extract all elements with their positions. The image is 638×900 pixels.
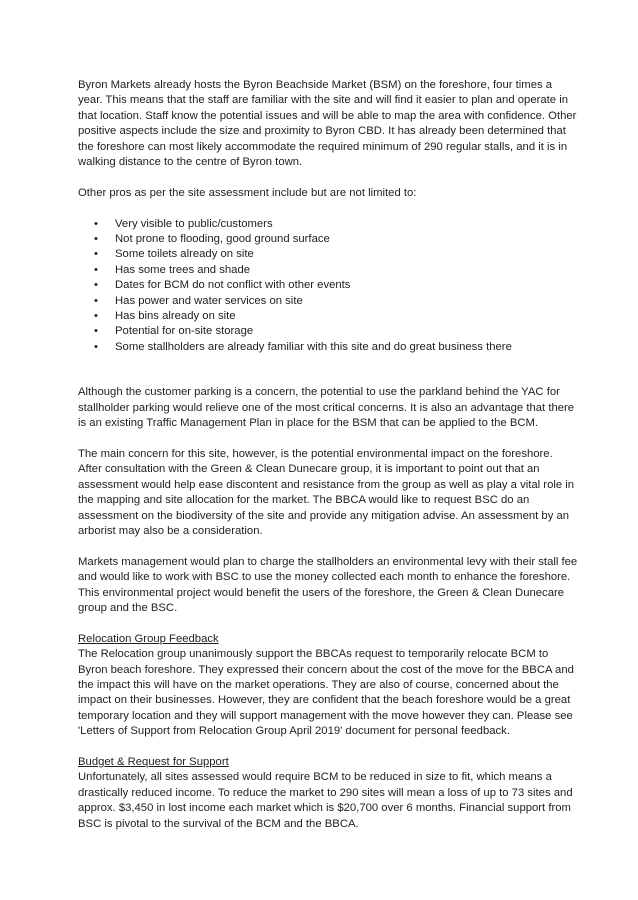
bullet-icon: • bbox=[94, 279, 98, 292]
bullet-icon: • bbox=[94, 263, 98, 276]
relocation-heading: Relocation Group Feedback bbox=[78, 632, 219, 645]
budget-body: Unfortunately, all sites assessed would require BCM to be reduced in size to fit, which means a drastically reduced income. To reduce the market to 290 sites will mean a loss of up to 73 sites and approx. $3,450 in lost income each market which is $20,700 over 6 months. Financial support from BSC is pivotal to the survival of the BCM and the BBCA. bbox=[78, 771, 573, 830]
list-item: • Dates for BCM do not conflict with other events bbox=[78, 278, 578, 293]
list-item: • Not prone to flooding, good ground surface bbox=[78, 232, 578, 247]
document-page bbox=[78, 78, 578, 847]
bullet-icon: • bbox=[94, 294, 98, 307]
list-item: • Has power and water services on site bbox=[78, 294, 578, 309]
bullet-icon: • bbox=[94, 310, 98, 323]
bullet-icon: • bbox=[94, 325, 98, 338]
relocation-body: The Relocation group unanimously support the BBCAs request to temporarily relocate BCM to Byron beach foreshore. They expressed their concern about the cost of the move for the BBCA and the impact this will have on the market operations. They are also of course, concerned about the impact on their businesses. However, they are confident that the beach foreshore would be a great temporary location and they will support management with the move however they can. Please see 'Letters of Support from Relocation Group April 2019' document for personal feedback. bbox=[78, 648, 574, 738]
list-item: • Has some trees and shade bbox=[78, 263, 578, 278]
pros-list bbox=[78, 217, 578, 356]
levy-paragraph: Markets management would plan to charge the stallholders an environmental levy with their stall fee and would like to work with BSC to use the money collected each month to enhance the foreshore. This environmental project would benefit the users of the foreshore, the Green & Clean Dunecare group and the BSC. bbox=[78, 555, 578, 614]
bullet-icon: • bbox=[94, 217, 98, 230]
bullet-icon: • bbox=[94, 233, 98, 246]
budget-section bbox=[78, 755, 578, 832]
list-item: • Has bins already on site bbox=[78, 309, 578, 324]
bullet-icon: • bbox=[94, 340, 98, 353]
intro-paragraph: Byron Markets already hosts the Byron Beachside Market (BSM) on the foreshore, four times a year. This means that the staff are familiar with the site and will find it easier to plan and operate in that location. Staff know the potential issues and will be able to map the area with confidence. Other positive aspects include the size and proximity to Byron CBD. It has already been determined that the foreshore can most likely accommodate the required minimum of 290 regular stalls, and it is in walking distance to the centre of Byron town. bbox=[78, 79, 577, 169]
parking-paragraph: Although the customer parking is a concern, the potential to use the parkland behind the YAC for stallholder parking would relieve one of the most critical concerns. It is also an advantage that there is an existing Traffic Management Plan in place for the BSM that can be applied to the BCM. bbox=[78, 386, 575, 430]
list-item: • Very visible to public/customers bbox=[78, 217, 578, 232]
bullet-icon: • bbox=[94, 248, 98, 261]
pros-intro-paragraph: Other pros as per the site assessment include but are not limited to: bbox=[78, 186, 417, 199]
budget-heading: Budget & Request for Support bbox=[78, 755, 229, 768]
relocation-section bbox=[78, 632, 578, 740]
list-item: • Potential for on-site storage bbox=[78, 324, 578, 339]
list-item: • Some stallholders are already familiar with this site and do great business there bbox=[78, 340, 578, 355]
list-spacer bbox=[78, 355, 578, 385]
environment-paragraph: The main concern for this site, however, is the potential environmental impact on the foreshore. After consultation with the Green & Clean Dunecare group, it is important to point out that an assessment would help ease discontent and resistance from the group as well as play a vital role in the mapping and site allocation for the market. The BBCA would like to request BSC do an assessment on the biodiversity of the site and provide any mitigation advise. An assessment by an arborist may also be a consideration. bbox=[78, 447, 575, 537]
list-item: • Some toilets already on site bbox=[78, 247, 578, 262]
